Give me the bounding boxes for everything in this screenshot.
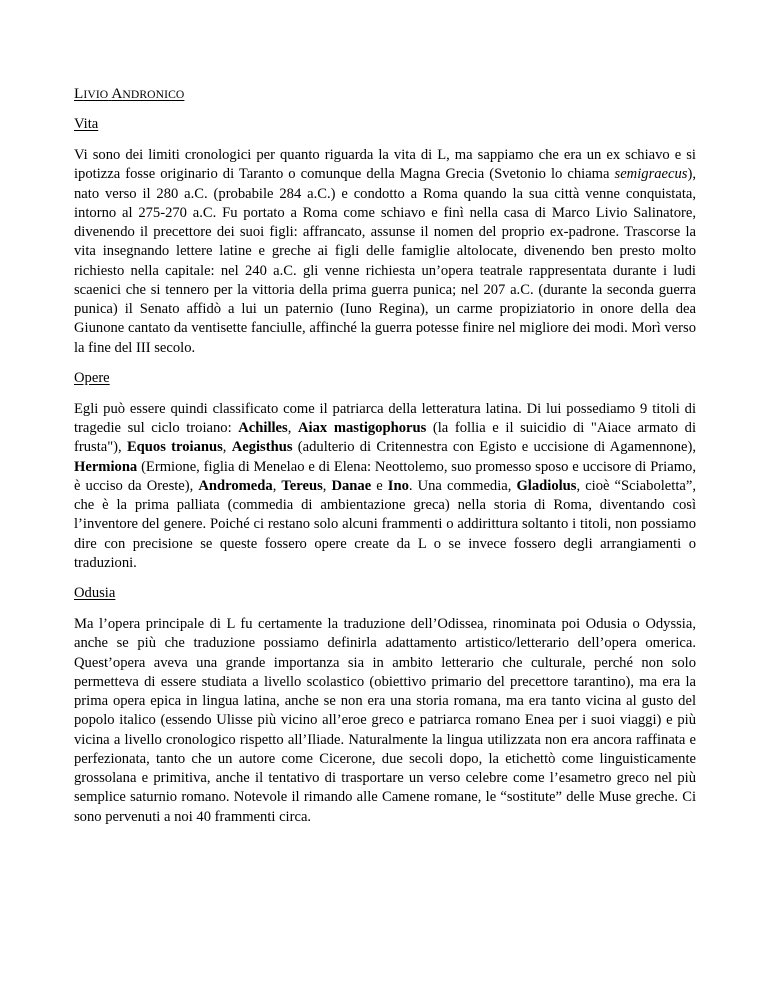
document-page xyxy=(74,84,696,838)
opere-text: , xyxy=(322,477,332,494)
title-rest-andronico: NDRONICO xyxy=(122,88,185,101)
work-title: Aegisthus xyxy=(231,439,293,456)
paragraph-vita xyxy=(74,146,696,358)
section-heading-opere: Opere xyxy=(74,369,110,386)
title-rest-livio: IVIO xyxy=(83,88,109,101)
paragraph-opere xyxy=(74,400,696,573)
work-title: Andromeda xyxy=(198,477,273,494)
work-title: Ino xyxy=(387,477,409,494)
paragraph-odusia: Ma l’opera principale di L fu certamente la traduzione dell’Odissea, rinominata poi Odusia o Odyssia, anche se più che traduzione possiamo definirla adattamento artistico/letterario dell’opera omerica. Quest’opera aveva una grande importanza sia in ambito letterario che culturale, perché non solo permetteva di essere studiata a livello scolastico (obiettivo primario del precettore tarantino), ma era la prima opera epica in lingua latina, anche se non era una storia romana, ma era tanto vicina al gusto del popolo italico (essendo Ulisse più vicino all’eroe greco e patriarca romano Enea per i suoi viaggi) e più vicina a livello cronologico rispetto all’Iliade. Naturalmente la lingua utilizzata non era ancora raffinata e perfezionata, tanto che un autore come Cicerone, due secoli dopo, la etichettò come linguisticamente grossolana e primitiva, anche il tentativo di trasportare un verso celebre come l’esametro greco nel più semplice saturnio romano. Notevole il rimando alle Camene romane, le “sostitute” delle Muse greche. Ci sono pervenuti a noi 40 frammenti circa. xyxy=(74,616,696,825)
work-title: Gladiolus xyxy=(516,477,577,494)
opere-text: , xyxy=(222,439,232,456)
work-title: Hermiona xyxy=(74,458,138,475)
opere-text: (Ermione, figlia di Menelao e di Elena: Neottolemo, suo promesso sposo e uccisore di Priamo, è ucciso da Oreste), xyxy=(74,458,696,494)
opere-text: , xyxy=(272,477,282,494)
work-title: Danae xyxy=(331,477,372,494)
opere-text: Egli può essere quindi classificato come il patriarca della letteratura latina. Di lui possediamo 9 titoli di tragedie sul ciclo troiano: xyxy=(74,400,696,436)
work-title: Aiax mastigophorus xyxy=(298,420,427,436)
opere-text: , cioè “Sciaboletta”, che è la prima palliata (commedia di ambientazione greca) nella storia di Roma, diventando così l’inventore del genere. Poiché ci restano solo alcuni frammenti o addirittura soltanto i titoli, non possiamo dire con precisione se queste fossero opere create da L o se invece fossero degli arrangiamenti o traduzioni. xyxy=(74,477,696,571)
document-title xyxy=(74,84,696,105)
title-initial-livio: L xyxy=(74,85,84,102)
section-heading-odusia: Odusia xyxy=(74,585,116,601)
work-title: Equos troianus xyxy=(126,439,223,456)
opere-text: . Una commedia, xyxy=(408,477,517,494)
title-initial-andronico: A xyxy=(111,85,123,102)
work-title: Achilles xyxy=(238,420,288,436)
vita-text-part1: Vi sono dei limiti cronologici per quanto riguarda la vita di L, ma sappiamo che era un ex schiavo e si ipotizza fosse originario di Taranto o comunque della Magna Grecia (Svetonio lo chiama xyxy=(74,147,696,183)
section-heading-vita: Vita xyxy=(74,116,99,132)
opere-text: e xyxy=(371,477,388,494)
vita-text-part2: ), nato verso il 280 a.C. (probabile 284 a.C.) e condotto a Roma quando la sua città venne conquistata, intorno al 275-270 a.C. Fu portato a Roma come schiavo e finì nella casa di Marco Livio Salinatore, divenendo il precettore dei suoi figli: affrancato, assunse il nomen del proprio ex-padrone. Trascorse la vita insegnando lettere latine e greche ai figli delle famiglie altolocate, divenendo ben presto molto richiesto nella capitale: nel 240 a.C. gli venne richiesta un’opera teatrale rappresentata durante i ludi scaenici che si tennero per la vittoria della prima guerra punica; nel 207 a.C. (durante la seconda guerra punica) il Senato affidò a lui un paternio (Iuno Regina), un carme propiziatorio in onore della dea Giunone cantato da ventisette fanciulle, affinché la guerra potesse finire nel migliore dei modi. Morì verso la fine del III secolo. xyxy=(74,166,696,356)
opere-text: (la follia e il suicidio di "Aiace armato di frusta"), xyxy=(74,420,697,456)
opere-text: (adulterio di Critennestra con Egisto e uccisione di Agamennone), xyxy=(292,439,696,456)
vita-italic-term: semigraecus xyxy=(614,166,688,183)
opere-text: , xyxy=(287,420,299,436)
work-title: Tereus xyxy=(281,477,323,494)
